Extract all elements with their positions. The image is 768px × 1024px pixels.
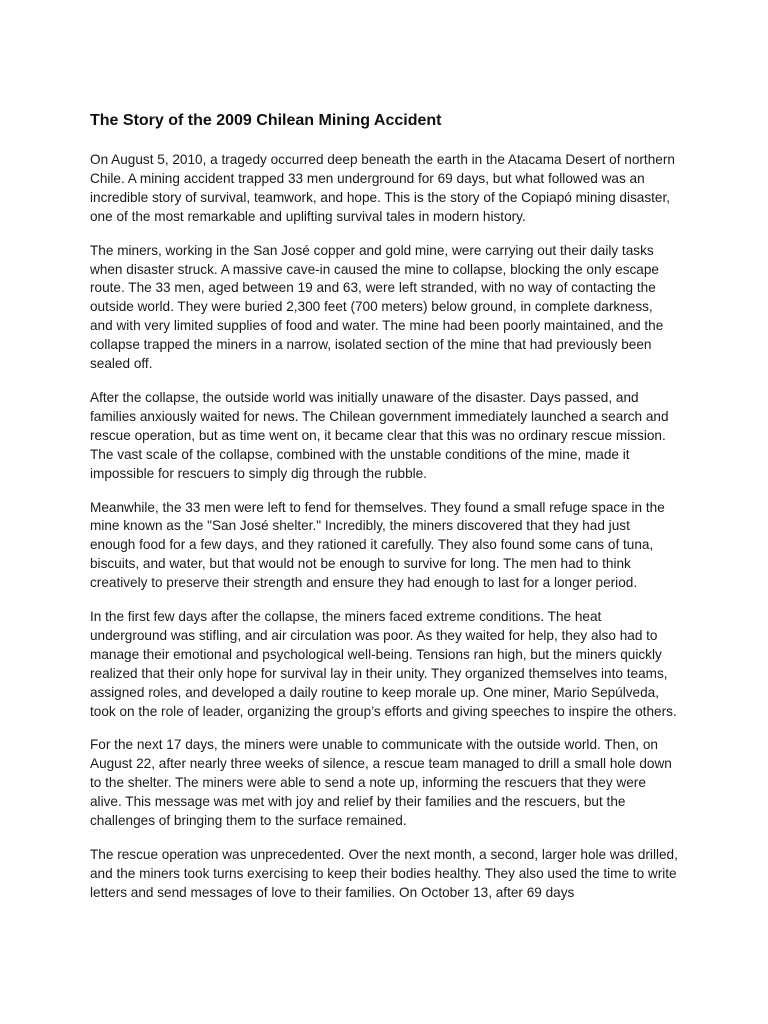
- paragraph-7: The rescue operation was unprecedented. Over the next month, a second, larger hole was drilled, and the miners took turns exercising to keep their bodies healthy. They also used the time to write letters and send messages of love to their families. On October 13, after 69 days: [90, 847, 678, 900]
- paragraph-4: Meanwhile, the 33 men were left to fend for themselves. They found a small refuge space in the mine known as the "San José shelter." Incredibly, the miners discovered that they had just enough food for a few days, and they rationed it carefully. They also found some cans of tuna, biscuits, and water, but that would not be enough to survive for long. The men had to think creatively to preserve their strength and ensure they had enough to last for a longer period.: [90, 499, 665, 591]
- paragraph-2: The miners, working in the San José copper and gold mine, were carrying out their daily tasks when disaster struck. A massive cave-in caused the mine to collapse, blocking the only escape route. The 33 men, aged between 19 and 63, were left stranded, with no way of contacting the outside world. They were buried 2,300 feet (700 meters) below ground, in complete darkness, and with very limited supplies of food and water. The mine had been poorly maintained, and the collapse trapped the miners in a narrow, isolated section of the mine that had previously been sealed off.: [90, 242, 664, 372]
- paragraph-1: On August 5, 2010, a tragedy occurred deep beneath the earth in the Atacama Desert of northern Chile. A mining accident trapped 33 men underground for 69 days, but what followed was an incredible story of survival, teamwork, and hope. This is the story of the Copiapó mining disaster, one of the most remarkable and uplifting survival tales in modern history.: [90, 152, 675, 224]
- paragraph-3: After the collapse, the outside world was initially unaware of the disaster. Days passed, and families anxiously waited for news. The Chilean government immediately launched a search and rescue operation, but as time went on, it became clear that this was no ordinary rescue mission. The vast scale of the collapse, combined with the unstable conditions of the mine, made it impossible for rescuers to simply dig through the rubble.: [90, 389, 669, 481]
- paragraph-6: For the next 17 days, the miners were unable to communicate with the outside world. Then, on August 22, after nearly three weeks of silence, a rescue team managed to drill a small hole down to the shelter. The miners were able to send a note up, informing the rescuers that they were alive. This message was met with joy and relief by their families and the rescuers, but the challenges of bringing them to the surface remained.: [90, 737, 672, 829]
- document-title: The Story of the 2009 Chilean Mining Accident: [90, 112, 442, 129]
- document-page: [90, 110, 678, 918]
- paragraph-5: In the first few days after the collapse, the miners faced extreme conditions. The heat underground was stifling, and air circulation was poor. As they waited for help, they also had to manage their emotional and psychological well-being. Tensions ran high, but the miners quickly realized that their only hope for survival lay in their unity. They organized themselves into teams, assigned roles, and developed a daily routine to keep morale up. One miner, Mario Sepúlveda, took on the role of leader, organizing the group’s efforts and giving speeches to inspire the others.: [90, 609, 677, 719]
